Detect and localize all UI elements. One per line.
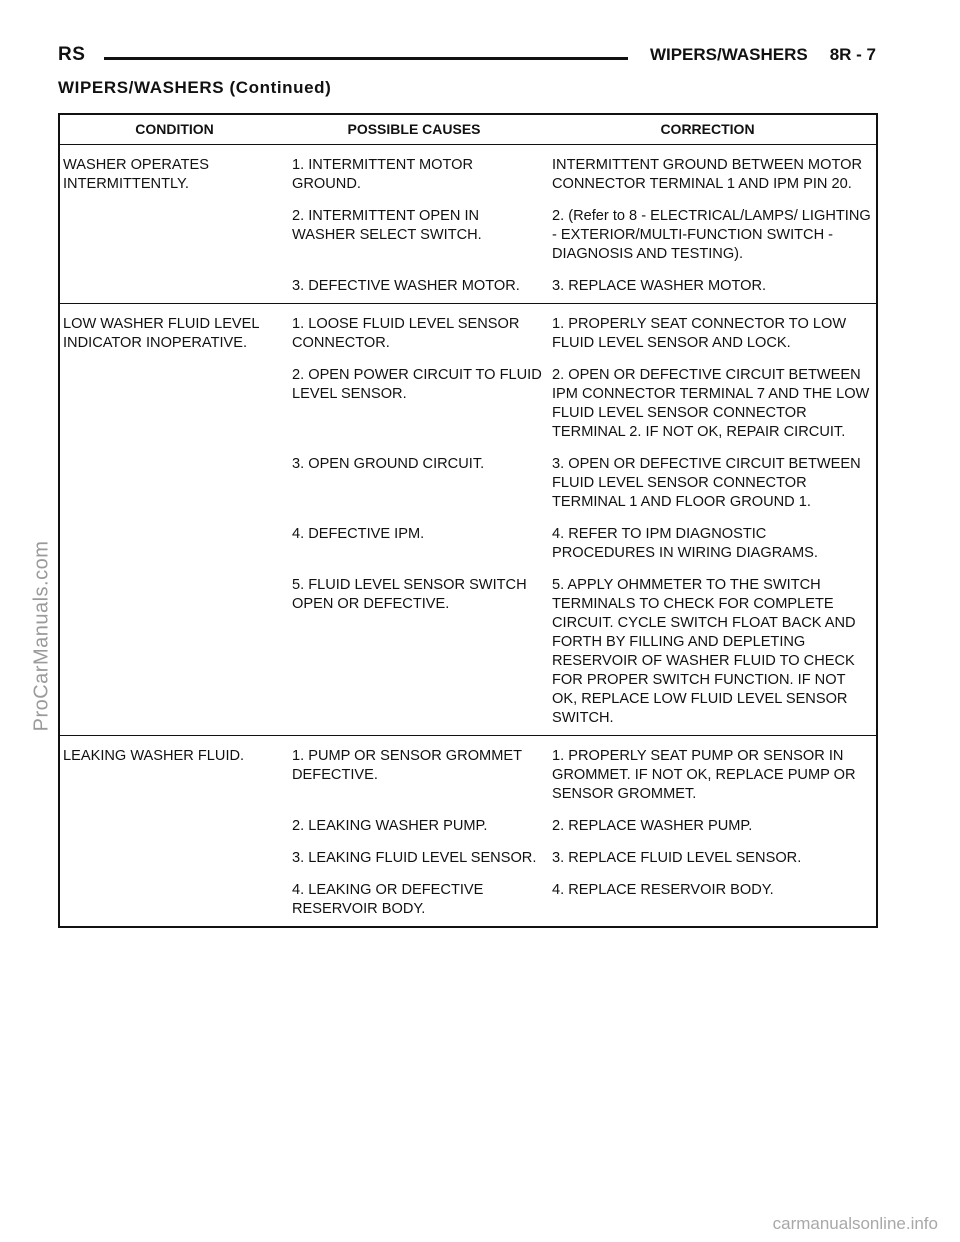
correction: 4. REPLACE RESERVOIR BODY. xyxy=(552,882,774,898)
cause-correction-pair xyxy=(292,277,873,296)
possible-cause: 4. DEFECTIVE IPM. xyxy=(292,526,425,542)
causes-corrections-cell xyxy=(289,304,877,736)
possible-cause: 2. INTERMITTENT OPEN IN WASHER SELECT SWITCH. xyxy=(292,208,482,243)
causes-corrections-cell xyxy=(289,145,877,304)
condition-cell: LEAKING WASHER FLUID. xyxy=(63,748,245,764)
table-body xyxy=(59,145,877,928)
table-row xyxy=(59,736,877,928)
header-manual-code: RS xyxy=(58,44,86,65)
column-header-condition: CONDITION xyxy=(59,114,289,145)
correction: 1. PROPERLY SEAT PUMP OR SENSOR IN GROMMET. IF NOT OK, REPLACE PUMP OR SENSOR GROMMET. xyxy=(552,748,856,802)
cause-correction-pair xyxy=(292,455,873,525)
correction: 3. REPLACE WASHER MOTOR. xyxy=(552,278,767,294)
condition-cell: WASHER OPERATES INTERMITTENTLY. xyxy=(59,145,289,304)
cause-correction-pair xyxy=(292,817,873,849)
header-page-number: 8R - 7 xyxy=(829,45,876,64)
possible-cause: 3. LEAKING FLUID LEVEL SENSOR. xyxy=(292,850,537,866)
cause-correction-pair xyxy=(292,156,873,207)
possible-cause: 3. OPEN GROUND CIRCUIT. xyxy=(292,456,485,472)
correction: 3. REPLACE FLUID LEVEL SENSOR. xyxy=(552,850,802,866)
possible-cause: 2. LEAKING WASHER PUMP. xyxy=(292,818,488,834)
table-row xyxy=(59,145,877,304)
possible-cause: 3. DEFECTIVE WASHER MOTOR. xyxy=(292,278,520,294)
table-row xyxy=(59,304,877,736)
possible-cause: 1. PUMP OR SENSOR GROMMET DEFECTIVE. xyxy=(292,748,522,783)
correction: 4. REFER TO IPM DIAGNOSTIC PROCEDURES IN WIRING DIAGRAMS. xyxy=(552,526,818,561)
correction: 2. REPLACE WASHER PUMP. xyxy=(552,818,753,834)
cause-correction-pair xyxy=(292,576,873,728)
side-watermark-text: ProCarManuals.com xyxy=(30,540,53,732)
possible-cause: 1. LOOSE FLUID LEVEL SENSOR CONNECTOR. xyxy=(292,316,520,351)
diagnosis-table xyxy=(58,113,878,928)
correction: 5. APPLY OHMMETER TO THE SWITCH TERMINALS TO CHECK FOR COMPLETE CIRCUIT. CYCLE SWITCH FLOAT BACK AND FORTH BY FILLING AND DEPLETING RESERVOIR OF WASHER FLUID TO CHECK FOR PROPER SWITCH FUNCTION. IF NOT OK, REPLACE LOW FLUID LEVEL SENSOR SWITCH. xyxy=(552,577,856,726)
header-right xyxy=(650,45,876,65)
possible-cause: 1. INTERMITTENT MOTOR GROUND. xyxy=(292,157,474,192)
table-header-row xyxy=(59,114,877,145)
column-header-correction: CORRECTION xyxy=(539,114,877,145)
cause-correction-pair xyxy=(292,366,873,455)
correction: 2. (Refer to 8 - ELECTRICAL/LAMPS/ LIGHTING - EXTERIOR/MULTI-FUNCTION SWITCH - DIAGNOSIS AND TESTING). xyxy=(552,208,871,262)
cause-correction-pair xyxy=(292,525,873,576)
correction: 3. OPEN OR DEFECTIVE CIRCUIT BETWEEN FLUID LEVEL SENSOR CONNECTOR TERMINAL 1 AND FLOOR GROUND 1. xyxy=(552,456,861,510)
correction: 2. OPEN OR DEFECTIVE CIRCUIT BETWEEN IPM CONNECTOR TERMINAL 7 AND THE LOW FLUID LEVEL SENSOR CONNECTOR TERMINAL 2. IF NOT OK, REPAIR CIRCUIT. xyxy=(552,367,870,440)
cause-correction-pair xyxy=(292,747,873,817)
cause-correction-pair xyxy=(292,849,873,881)
side-watermark xyxy=(22,512,62,760)
cause-correction-pair xyxy=(292,315,873,366)
correction: INTERMITTENT GROUND BETWEEN MOTOR CONNECTOR TERMINAL 1 AND IPM PIN 20. xyxy=(552,157,862,192)
footer-watermark: carmanualsonline.info xyxy=(772,1214,938,1233)
possible-cause: 5. FLUID LEVEL SENSOR SWITCH OPEN OR DEFECTIVE. xyxy=(292,577,527,612)
page-header xyxy=(58,44,876,74)
section-title: WIPERS/WASHERS (Continued) xyxy=(58,78,332,97)
condition-cell: LOW WASHER FLUID LEVEL INDICATOR INOPERATIVE. xyxy=(59,304,289,736)
possible-cause: 4. LEAKING OR DEFECTIVE RESERVOIR BODY. xyxy=(292,882,484,917)
header-rule xyxy=(104,57,628,60)
causes-corrections-cell xyxy=(289,736,877,928)
possible-cause: 2. OPEN POWER CIRCUIT TO FLUID LEVEL SENSOR. xyxy=(292,367,542,402)
cause-correction-pair xyxy=(292,207,873,277)
header-section: WIPERS/WASHERS xyxy=(649,45,808,64)
correction: 1. PROPERLY SEAT CONNECTOR TO LOW FLUID LEVEL SENSOR AND LOCK. xyxy=(552,316,847,351)
cause-correction-pair xyxy=(292,881,873,919)
column-header-possible-causes: POSSIBLE CAUSES xyxy=(289,114,539,145)
